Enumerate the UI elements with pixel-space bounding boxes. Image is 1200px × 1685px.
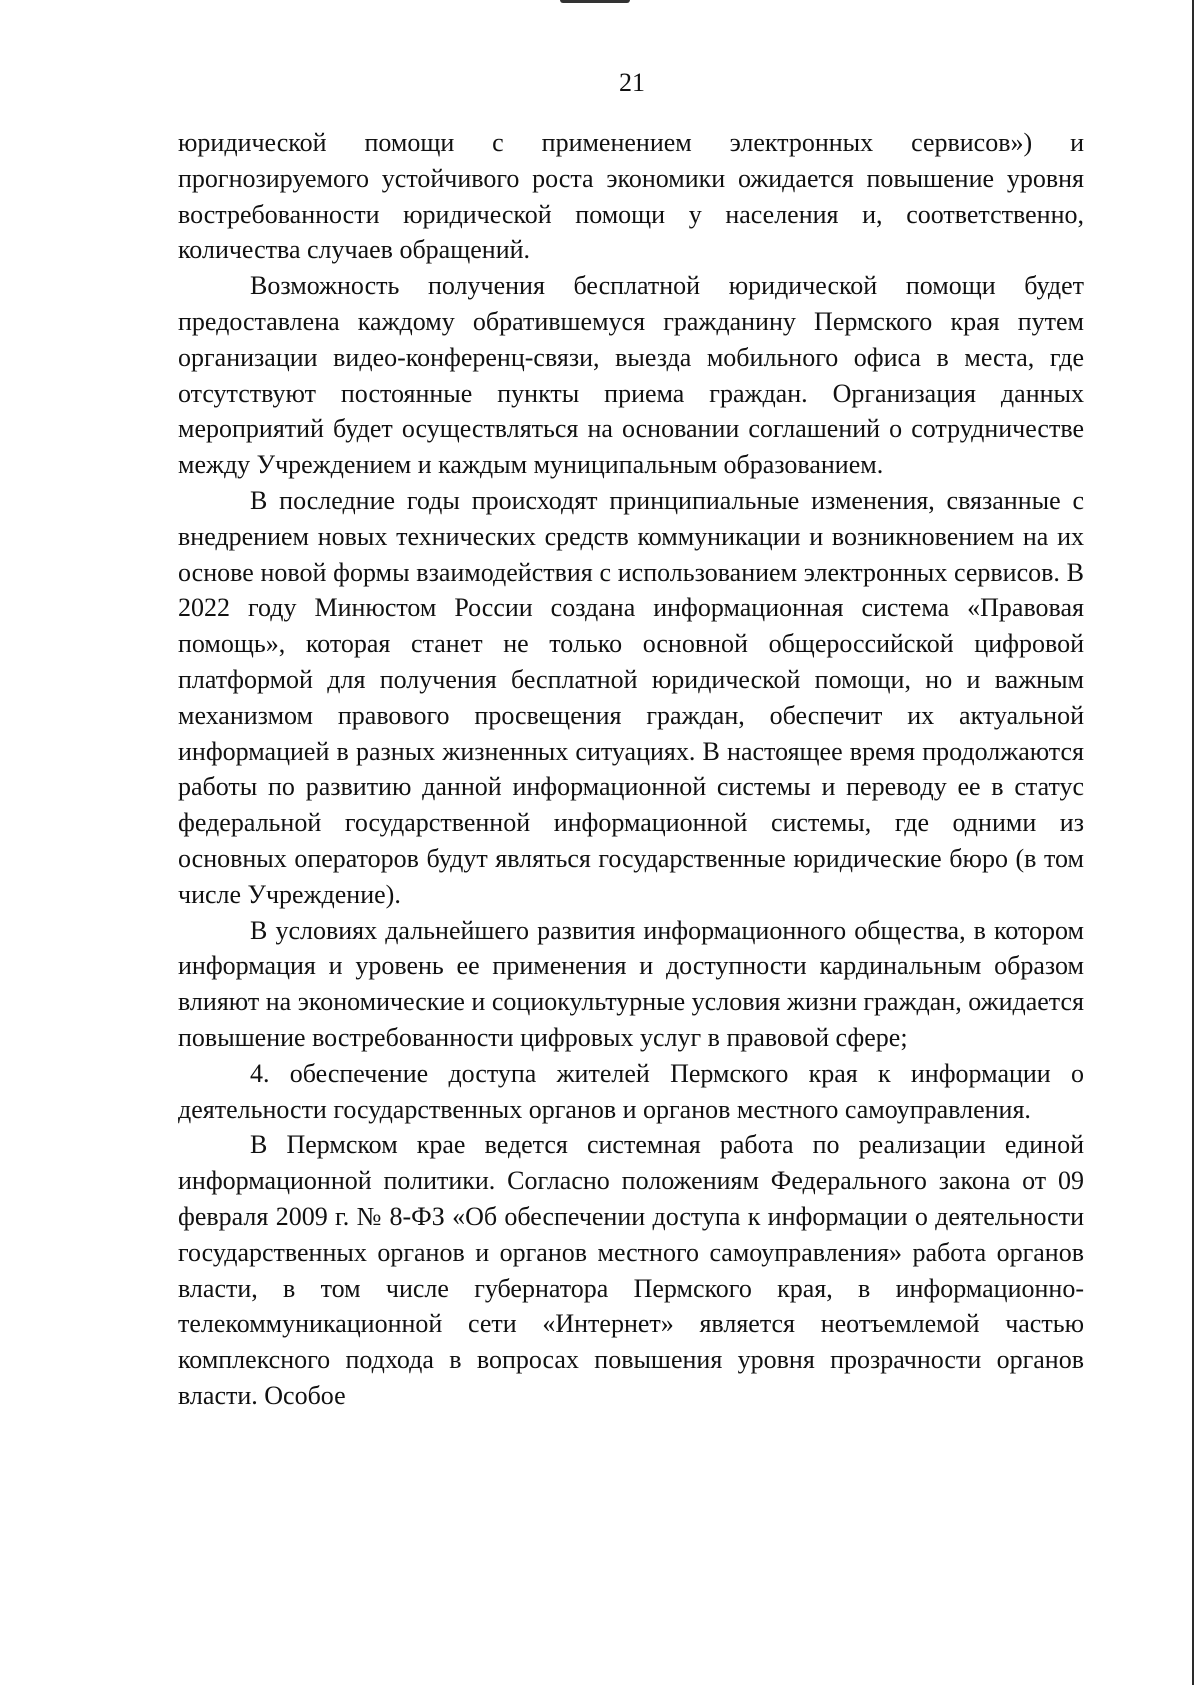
- document-body: [178, 125, 1084, 1414]
- scan-artifact-top: [560, 0, 630, 3]
- scan-edge-border: [1192, 0, 1194, 1685]
- paragraph-free-legal-aid: Возможность получения бесплатной юридической помощи будет предоставлена каждому обратившемуся гражданину Пермского края путем организации видео-конференц-связи, выезда мобильного офиса в места, где отсутствуют постоянные пункты приема граждан. Организация данных мероприятий будет осуществляться на основании соглашений о сотрудничестве между Учреждением и каждым муниципальным образованием.: [178, 271, 1084, 480]
- paragraph-information-policy: В Пермском крае ведется системная работа по реализации единой информационной политики. Согласно положениям Федерального закона от 09 февраля 2009 г. № 8-ФЗ «Об обеспечении доступа к информации о деятельности государственных органов и органов местного самоуправления» работа органов власти, в том числе губернатора Пермского края, в информационно-телекоммуникационной сети «Интернет» является неотъемлемой частью комплексного подхода в вопросах повышения уровня прозрачности органов власти. Особое: [178, 1130, 1084, 1410]
- paragraph-continuation: юридической помощи с применением электронных сервисов») и прогнозируемого устойчивого роста экономики ожидается повышение уровня востребованности юридической помощи у населения и, соответственно, количества случаев обращений.: [178, 128, 1084, 265]
- paragraph-information-society: В условиях дальнейшего развития информационного общества, в котором информация и уровень ее применения и доступности кардинальным образом влияют на экономические и социокультурные условия жизни граждан, ожидается повышение востребованности цифровых услуг в правовой сфере;: [178, 915, 1084, 1052]
- paragraph-legal-aid-system: В последние годы происходят принципиальные изменения, связанные с внедрением новых технических средств коммуникации и возникновением на их основе новой формы взаимодействия с использованием электронных сервисов. В 2022 году Минюстом России создана информационная система «Правовая помощь», которая станет не только основной общероссийской цифровой платформой для получения бесплатной юридической помощи, но и важным механизмом правового просвещения граждан, обеспечит их актуальной информацией в разных жизненных ситуациях. В настоящее время продолжаются работы по развитию данной информационной системы и переводу ее в статус федеральной государственной информационной системы, где одними из основных операторов будут являться государственные юридические бюро (в том числе Учреждение).: [178, 485, 1084, 909]
- paragraph-list-item-4: 4. обеспечение доступа жителей Пермского края к информации о деятельности государственных органов и органов местного самоуправления.: [178, 1058, 1084, 1124]
- page-number: 21: [619, 68, 645, 97]
